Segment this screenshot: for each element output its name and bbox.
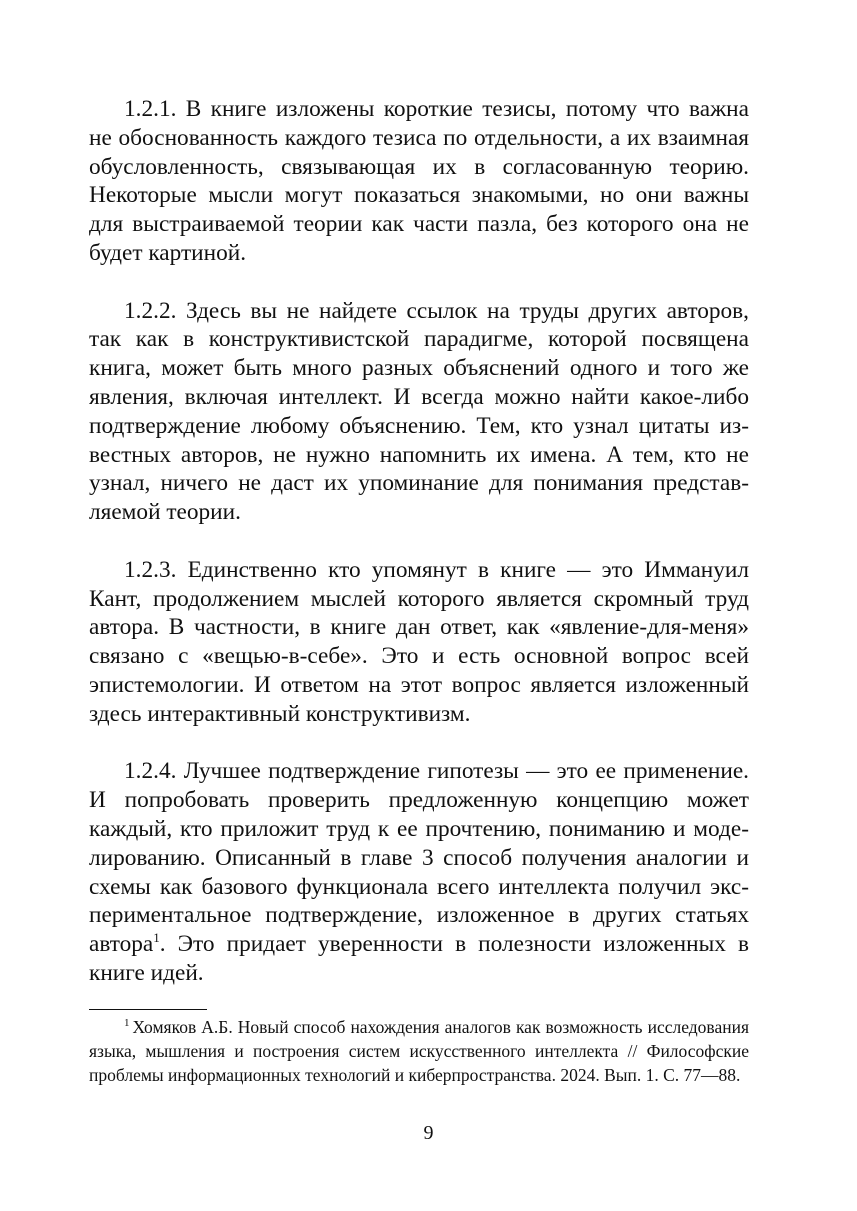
footnote-separator <box>89 1009 207 1010</box>
paragraph-1-2-1: 1.2.1. В книге изложены короткие тезисы, потому что важна не обоснованность каждого тезиса по отдельности, а их взаимная обусловленность, связывающая их в согласованную теорию. Некоторые мысли могут показаться знакомыми, но они важны для выстраиваемой теории как части пазла, без которого она не будет картиной. <box>89 96 749 266</box>
paragraph-1-2-4-text-after: . Это придает уверенности в полезности изложенных в книге идей. <box>89 931 749 986</box>
paragraph-1-2-4-text-before: 1.2.4. Лучшее подтверждение гипотезы — это ее применение. И попробовать проверить предложенную концепцию может каждый, кто приложит труд к ее прочтению, пониманию и моделированию. Описанный в главе 3 способ получения аналогии и схемы как базового функционала всего интеллекта получил экспериментальное подтверждение, изложенное в других статьях автора <box>89 758 749 958</box>
paragraph-1-2-4 <box>89 757 749 987</box>
paragraph-1-2-3: 1.2.3. Единственно кто упомянут в книге — это Иммануил Кант, продолжением мыслей которого является скромный труд автора. В частности, в книге дан ответ, как «явление-для-меня» связано с «вещью-в-себе». Это и есть основной вопрос всей эпистемологии. И ответом на этот вопрос является изложенный здесь интерактивный конструктивизм. <box>89 556 749 727</box>
footnote-marker: 1 <box>124 1017 130 1030</box>
footnote-text: Хомяков А.Б. Новый способ нахождения аналогов как возможность исследования языка, мышления и построения систем искусственного интеллекта // Философские проблемы информационных технологий и киберпространства. 2024. Вып. 1. С. 77—88. <box>89 1017 749 1085</box>
paragraph-1-2-2: 1.2.2. Здесь вы не найдете ссылок на труды других авторов, так как в конструктивистской парадигме, которой посвящена книга, может быть много разных объяснений одного и того же явления, включая интеллект. И всегда можно найти какое-либо подтверждение любому объяснению. Тем, кто узнал цитаты известных авторов, не нужно напомнить их имена. А тем, кто не узнал, ничего не даст их упоминание для понимания представляемой теории. <box>89 297 749 526</box>
page-number: 9 <box>423 1122 434 1144</box>
footnote-reference[interactable]: 1 <box>153 930 160 946</box>
main-text <box>89 95 749 988</box>
footnote <box>89 1015 749 1087</box>
